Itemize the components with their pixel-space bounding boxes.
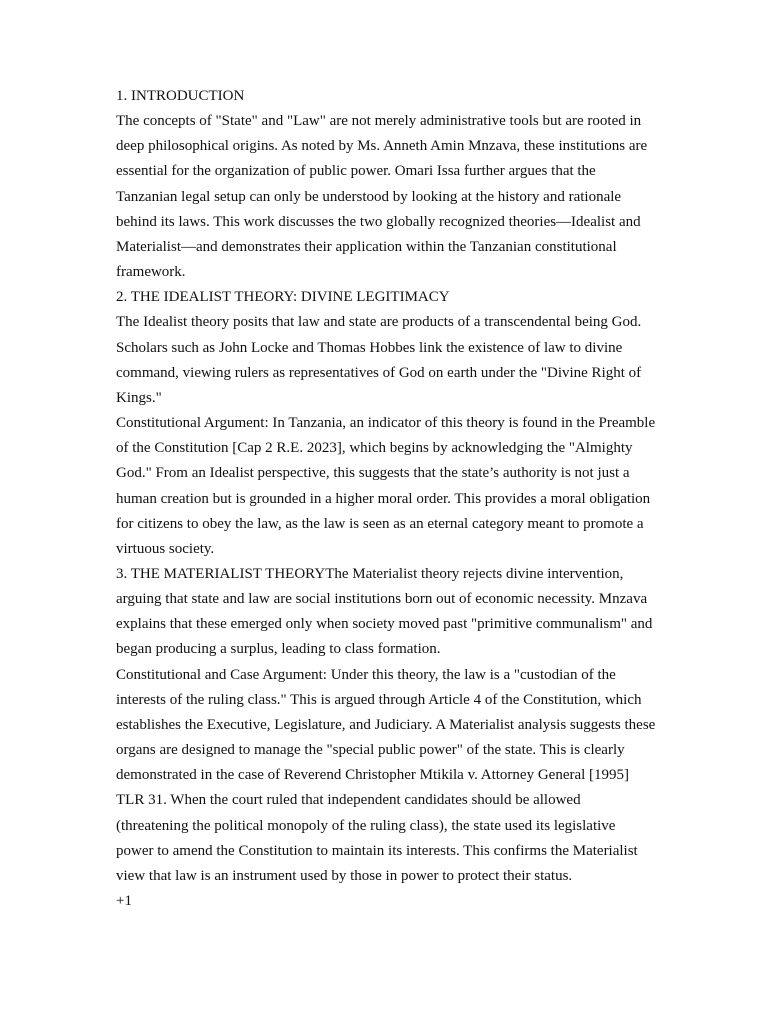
document-body	[116, 84, 656, 914]
idealist-paragraph: The Idealist theory posits that law and state are products of a transcendental being God. Scholars such as John Locke and Thomas Hobbes link the existence of law to divine command, viewing rulers as representatives of God on earth under the "Divine Right of Kings."	[116, 314, 642, 406]
section-heading-introduction: 1. INTRODUCTION	[116, 88, 245, 104]
section-heading-materialist-theory: 3. THE MATERIALIST THEORY	[116, 565, 326, 582]
materialist-intro-text: The Materialist theory rejects divine intervention, arguing that state and law are social institutions born out of economic necessity. Mnzava explains that these emerged only when society moved past "primitive communalism" and began producing a surplus, leading to class formation.	[116, 565, 653, 658]
introduction-paragraph: The concepts of "State" and "Law" are not merely administrative tools but are rooted in deep philosophical origins. As noted by Ms. Anneth Amin Mnzava, these institutions are essential for the organization of public power. Omari Issa further argues that the Tanzanian legal setup can only be understood by looking at the history and rationale behind its laws. This work discusses the two globally recognized theories—Idealist and Materialist—and demonstrates their application within the Tanzanian constitutional framework.	[116, 113, 648, 281]
idealist-constitutional-argument: Constitutional Argument: In Tanzania, an indicator of this theory is found in the Preamble of the Constitution [Cap 2 R.E. 2023], which begins by acknowledging the "Almighty God." From an Idealist perspective, this suggests that the state’s authority is not just a human creation but is grounded in a higher moral order. This provides a moral obligation for citizens to obey the law, as the law is seen as an eternal category meant to promote a virtuous society.	[116, 415, 656, 557]
materialist-section	[116, 562, 656, 663]
materialist-case-argument: Constitutional and Case Argument: Under this theory, the law is a "custodian of the interests of the ruling class." This is argued through Article 4 of the Constitution, which establishes the Executive, Legislature, and Judiciary. A Materialist analysis suggests these organs are designed to manage the "special public power" of the state. This is clearly demonstrated in the case of Reverend Christopher Mtikila v. Attorney General [1995] TLR 31. When the court ruled that independent candidates should be allowed (threatening the political monopoly of the ruling class), the state used its legislative power to amend the Constitution to maintain its interests. This confirms the Materialist view that law is an instrument used by those in power to protect their status.	[116, 666, 656, 884]
section-heading-idealist-theory: 2. THE IDEALIST THEORY: DIVINE LEGITIMACY	[116, 289, 450, 306]
footer-mark: +1	[116, 893, 132, 909]
